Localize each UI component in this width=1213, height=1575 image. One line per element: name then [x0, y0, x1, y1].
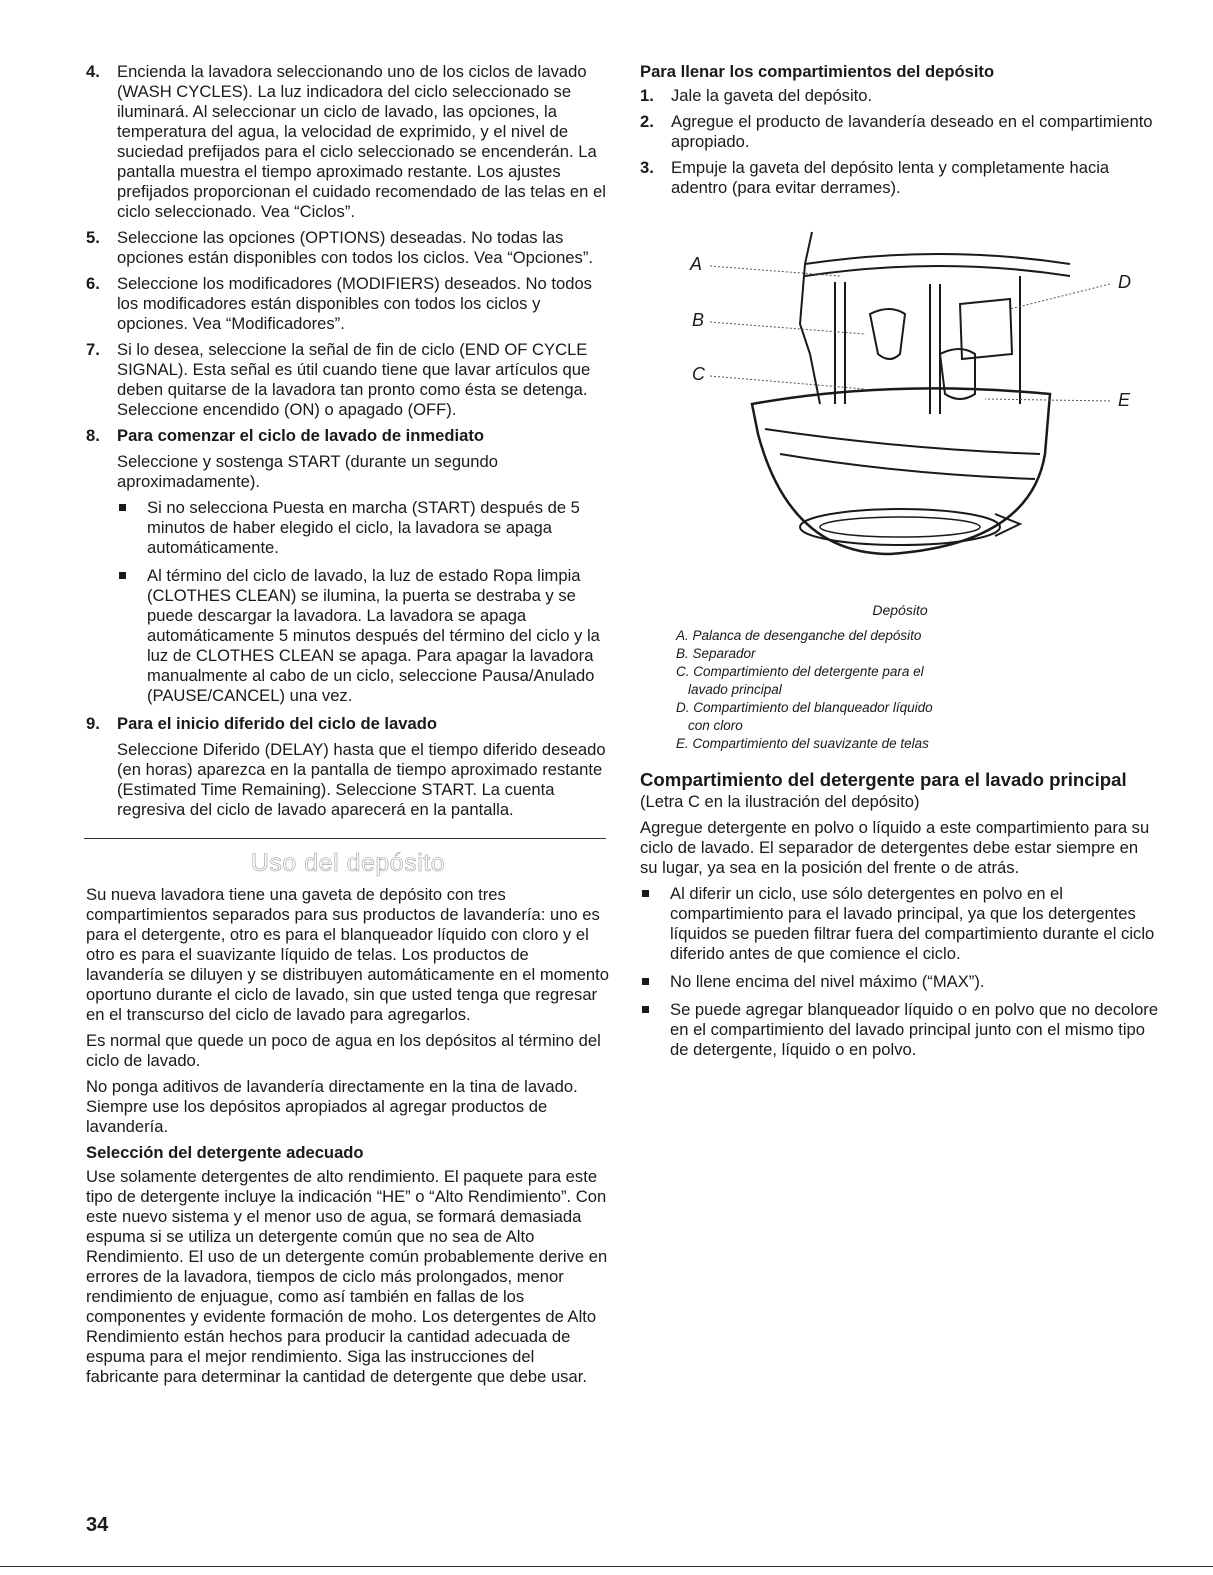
section-title: Uso del depósito — [250, 849, 446, 877]
step-8 — [86, 426, 610, 706]
step-4 — [86, 62, 610, 222]
main-wash-subtitle: (Letra C en la ilustración del depósito) — [640, 792, 920, 811]
figure-caption: Depósito — [872, 602, 928, 618]
step-text: Seleccione las opciones (OPTIONS) deseadas. No todas las opciones están disponibles con todos los ciclos. Vea “Opciones”. — [117, 228, 593, 267]
bullet-item — [117, 498, 610, 558]
bullet-square-icon — [119, 504, 126, 511]
step-text: Si lo desea, seleccione la señal de fin de ciclo (END OF CYCLE SIGNAL). Esta señal es útil cuando tiene que lavar artículos que deben quitarse de la lavadora tan pronto como ésta se detenga. Seleccione encendido (ON) o apagado (OFF). — [117, 340, 591, 419]
detergent-paragraph: Use solamente detergentes de alto rendimiento. El paquete para este tipo de detergente incluye la indicación “HE” o “Alto Rendimiento”. Con este nuevo sistema y el menor uso de agua, se formará demasiada espuma si se utiliza un detergente común que no sea de Alto Rendimiento. El uso de un detergente común probablemente derive en errores de la lavadora, tiempos de ciclo más prolongados, menor rendimiento de enjuague, como así también en fallas de los componentes y evidente formación de moho. Los detergentes de Alto Rendimiento están hechos para producir la cantidad adecuada de espuma para el mejor rendimiento. Siga las instrucciones del fabricante para determinar la cantidad de detergente que debe usar. — [86, 1167, 608, 1386]
step-9 — [86, 714, 610, 820]
step-text: Seleccione y sostenga START (durante un segundo aproximadamente). — [117, 452, 498, 491]
legend-text: D. Compartimiento del blanqueador líquido — [676, 700, 933, 715]
step-number: 7. — [86, 340, 100, 359]
right-column — [640, 62, 1160, 1068]
bullet-item — [117, 566, 610, 706]
step-text: Seleccione Diferido (DELAY) hasta que el tiempo diferido deseado (en horas) aparezca en la pantalla de tiempo aproximado restante (Estimated Time Remaining). Seleccione START. La cuenta regresiva del ciclo de lavado aparecerá en la pantalla. — [117, 740, 606, 819]
dispenser-figure — [640, 204, 1160, 594]
bullet-square-icon — [642, 978, 649, 985]
paragraph: No ponga aditivos de lavandería directamente en la tina de lavado. Siempre use los depósitos apropiados al agregar productos de lavandería. — [86, 1077, 578, 1136]
main-wash-heading: Compartimiento del detergente para el lavado principal — [640, 769, 1127, 790]
label-d: D — [1118, 272, 1131, 292]
legend-text: con cloro — [688, 718, 743, 733]
bullet-text: No llene encima del nivel máximo (“MAX”). — [670, 972, 985, 991]
fill-step — [640, 158, 1160, 198]
step-number: 4. — [86, 62, 100, 81]
paragraph: Su nueva lavadora tiene una gaveta de depósito con tres compartimientos separados para sus productos de lavandería: uno es para el detergente, otro es para el blanqueador líquido con cloro y el otro es para el suavizante líquido de telas. Los productos de lavandería se diluyen y se distribuyen automáticamente en el momento oportuno durante el ciclo de lavado, sin que usted tenga que regresar en el transcurso del ciclo de lavado para agregarlos. — [86, 885, 609, 1024]
main-wash-paragraph: Agregue detergente en polvo o líquido a este compartimiento para su ciclo de lavado. El separador de detergentes debe estar siempre en su lugar, ya sea en la posición del frente o de atrás. — [640, 818, 1150, 877]
step-title: Para comenzar el ciclo de lavado de inmediato — [117, 426, 485, 445]
bullet-square-icon — [642, 1006, 649, 1013]
step-text: Seleccione los modificadores (MODIFIERS) deseados. No todos los modificadores están disponibles con todos los ciclos y opciones. Vea “Modificadores”. — [117, 274, 592, 333]
page-number: 34 — [86, 1514, 109, 1536]
step-7 — [86, 340, 610, 420]
bullet-text: Si no selecciona Puesta en marcha (START) después de 5 minutos de haber elegido el ciclo, la lavadora se apaga automáticamente. — [147, 498, 580, 557]
bullet-square-icon — [642, 890, 649, 897]
step-title: Para el inicio diferido del ciclo de lavado — [117, 714, 437, 733]
step-text: Empuje la gaveta del depósito lenta y completamente hacia adentro (para evitar derrames). — [671, 158, 1110, 197]
legend-text: lavado principal — [688, 682, 782, 697]
legend-item — [676, 664, 1160, 698]
step-text: Encienda la lavadora seleccionando uno de los ciclos de lavado (WASH CYCLES). La luz indicadora del ciclo seleccionado se iluminará. Al seleccionar un ciclo de lavado, las opciones, la temperatura del agua, la velocidad de exprimido, y el nivel de suciedad prefijados para el ciclo seleccionado se encenderán. La pantalla muestra el tiempo aproximado restante. Los ajustes prefijados proporcionan el cuidado recomendado de las telas en el ciclo seleccionado. Vea “Ciclos”. — [117, 62, 606, 221]
step-6 — [86, 274, 610, 334]
bullet-item — [640, 1000, 1160, 1060]
bullet-text: Se puede agregar blanqueador líquido o en polvo que no decolore en el compartimiento del lavado principal junto con el mismo tipo de detergente, líquido o en polvo. — [670, 1000, 1159, 1059]
legend-item: B. Separador — [676, 646, 756, 661]
label-a: A — [690, 254, 703, 274]
bullet-square-icon — [119, 572, 126, 579]
paragraph: Es normal que quede un poco de agua en los depósitos al término del ciclo de lavado. — [86, 1031, 601, 1070]
label-e: E — [1118, 390, 1131, 410]
legend-item: A. Palanca de desenganche del depósito — [676, 628, 922, 643]
step-number: 9. — [86, 714, 100, 733]
bullet-text: Al término del ciclo de lavado, la luz de estado Ropa limpia (CLOTHES CLEAN) se ilumina, la puerta se destraba y se puede descargar la lavadora. La lavadora se apaga automáticamente 5 minutos después del término del ciclo y la luz de CLOTHES CLEAN se apaga. Para apagar la lavadora manualmente al cabo de un ciclo, seleccione Pausa/Anulado (PAUSE/CANCEL) una vez. — [147, 566, 600, 705]
left-column — [86, 62, 610, 1393]
legend-item — [676, 700, 1160, 734]
bullet-text: Al diferir un ciclo, use sólo detergentes en polvo en el compartimiento para el lavado principal, ya que los detergentes líquidos se pueden filtrar fuera del compartimiento durante el ciclo diferido antes de que comience el ciclo. — [670, 884, 1155, 963]
fill-step — [640, 86, 1160, 106]
detergent-heading: Selección del detergente adecuado — [86, 1143, 364, 1162]
step-number: 2. — [640, 112, 654, 131]
legend-text: C. Compartimiento del detergente para el — [676, 664, 924, 679]
step-number: 5. — [86, 228, 100, 247]
label-b: B — [692, 310, 705, 330]
step-text: Jale la gaveta del depósito. — [671, 86, 873, 105]
step-number: 3. — [640, 158, 654, 177]
figure-legend — [676, 628, 1160, 752]
step-number: 8. — [86, 426, 100, 445]
bullet-item — [640, 972, 1160, 992]
legend-item: E. Compartimiento del suavizante de telas — [676, 736, 929, 751]
step-number: 1. — [640, 86, 654, 105]
fill-heading: Para llenar los compartimientos del depósito — [640, 62, 995, 81]
dispenser-drawer-illustration — [640, 204, 1160, 594]
bottom-rule — [0, 1566, 1213, 1567]
step-number: 6. — [86, 274, 100, 293]
fill-step — [640, 112, 1160, 152]
step-text: Agregue el producto de lavandería deseado en el compartimiento apropiado. — [671, 112, 1153, 151]
label-c: C — [692, 364, 705, 384]
section-divider — [84, 838, 606, 839]
bullet-item — [640, 884, 1160, 964]
step-5 — [86, 228, 610, 268]
